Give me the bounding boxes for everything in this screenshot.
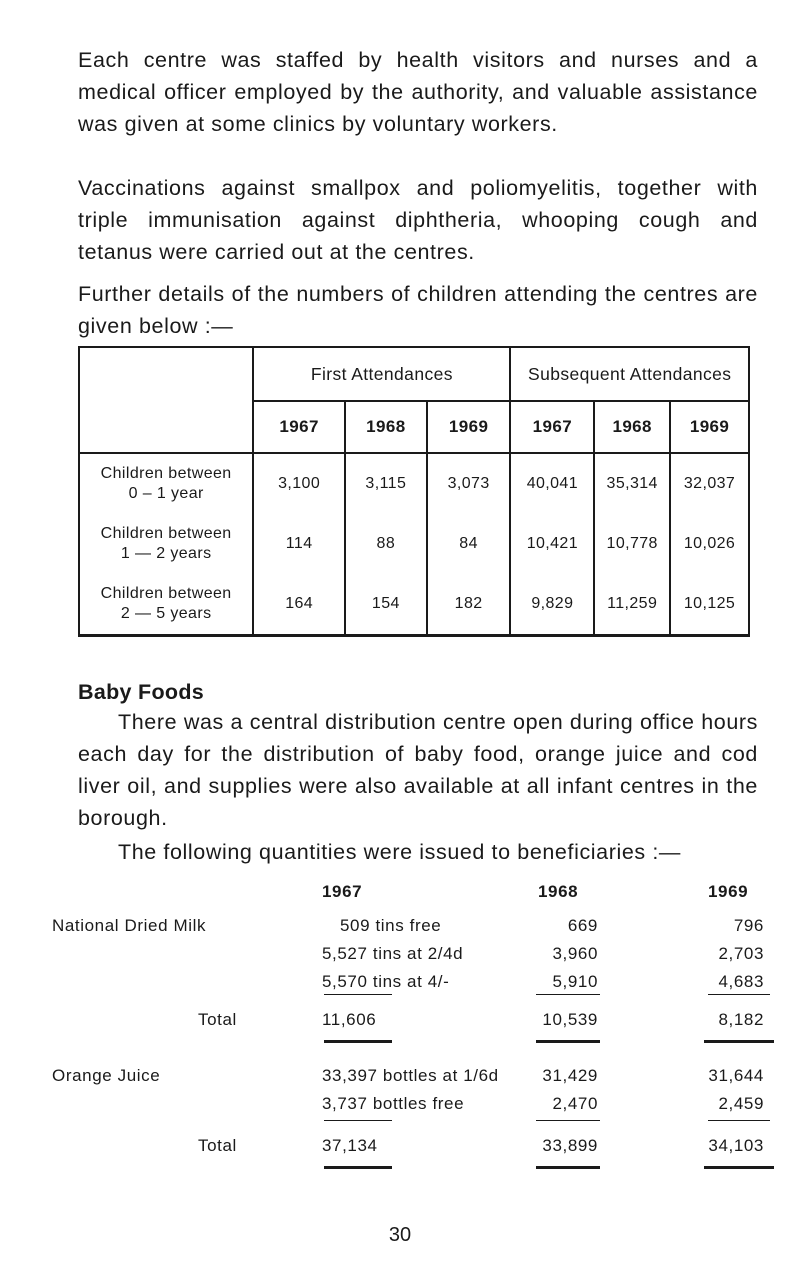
milk-line-1968: 3,960 [552,944,598,963]
section-heading-baby-foods: Baby Foods [78,680,205,704]
milk-line-1968: 669 [567,916,598,935]
row-label: Children between 1 — 2 years [79,514,253,574]
first-attendances-header: First Attendances [253,347,510,401]
table-cell: 32,037 [670,453,749,514]
table-cell: 11,259 [594,574,670,636]
juice-total-1967: 37,134 [322,1136,378,1155]
total-rule [536,1040,600,1043]
table-corner-cell [79,347,253,453]
juice-line-1968: 2,470 [552,1094,598,1113]
table-cell: 88 [345,514,427,574]
table-cell: 3,100 [253,453,345,514]
table-cell: 10,421 [510,514,594,574]
juice-line-desc: 33,397 bottles at 1/6d [322,1066,499,1085]
total-rule [324,1040,392,1043]
row-label: Children between 2 — 5 years [79,574,253,636]
juice-line-desc: 3,737 bottles free [322,1094,465,1113]
table-cell: 164 [253,574,345,636]
table-row [79,514,749,574]
subtotal-rule [324,994,392,995]
total-rule [704,1040,774,1043]
year-header: 1968 [345,401,427,453]
table-cell: 40,041 [510,453,594,514]
subtotal-rule [324,1120,392,1121]
milk-line-1969: 2,703 [718,944,764,963]
paragraph-vaccinations: Vaccinations against smallpox and poliomyelitis, together with triple immunisation against diphtheria, whooping cough and tetanus were carried out at the centres. [78,176,758,264]
table-cell: 9,829 [510,574,594,636]
juice-total-1968: 33,899 [542,1136,598,1155]
row-label: Children between 0 – 1 year [79,453,253,514]
juice-line-1969: 2,459 [718,1094,764,1113]
milk-label: National Dried Milk [52,916,207,935]
juice-total-1969: 34,103 [708,1136,764,1155]
year-header: 1968 [594,401,670,453]
table-cell: 35,314 [594,453,670,514]
juice-label: Orange Juice [52,1066,161,1085]
subsequent-attendances-header: Subsequent Attendances [510,347,749,401]
total-rule [536,1166,600,1169]
year-header-1967: 1967 [322,882,363,901]
year-header: 1967 [253,401,345,453]
subtotal-rule [536,1120,600,1121]
table-row [79,574,749,636]
table-row [79,453,749,514]
year-header: 1969 [427,401,511,453]
table-cell: 154 [345,574,427,636]
milk-line-desc: 509 tins free [340,916,442,935]
juice-total-label: Total [198,1136,237,1155]
total-rule [704,1166,774,1169]
table-group-header-row [79,347,749,401]
table-cell: 10,026 [670,514,749,574]
milk-line-1969: 4,683 [718,972,764,991]
juice-line-1968: 31,429 [542,1066,598,1085]
page-number: 30 [388,1224,412,1246]
table-cell: 84 [427,514,511,574]
milk-line-desc: 5,527 tins at 2/4d [322,944,464,963]
total-rule [324,1166,392,1169]
paragraph-further-details: Further details of the numbers of children attending the centres are given below :— [78,282,758,338]
table-cell: 10,125 [670,574,749,636]
milk-total-1968: 10,539 [542,1010,598,1029]
table-cell: 3,115 [345,453,427,514]
table-cell: 114 [253,514,345,574]
paragraph-quantities-intro: The following quantities were issued to beneficiaries :— [118,840,682,864]
subtotal-rule [708,994,770,995]
attendance-table [78,346,750,637]
milk-total-1967: 11,606 [322,1010,377,1029]
table-cell: 10,778 [594,514,670,574]
paragraph-staffing: Each centre was staffed by health visitors and nurses and a medical officer employed by the authority, and valuable assistance was given at some clinics by voluntary workers. [78,48,758,136]
milk-line-1968: 5,910 [552,972,598,991]
year-header-1969: 1969 [708,882,749,901]
subtotal-rule [708,1120,770,1121]
milk-total-1969: 8,182 [718,1010,764,1029]
table-cell: 3,073 [427,453,511,514]
paragraph-baby-foods: There was a central distribution centre open during office hours each day for the distribution of baby food, orange juice and cod liver oil, and supplies were also available at all infant centres in the borough. [78,710,758,830]
year-header: 1967 [510,401,594,453]
year-header-1968: 1968 [538,882,579,901]
milk-line-desc: 5,570 tins at 4/- [322,972,450,991]
subtotal-rule [536,994,600,995]
year-header: 1969 [670,401,749,453]
milk-line-1969: 796 [733,916,764,935]
table-cell: 182 [427,574,511,636]
milk-total-label: Total [198,1010,237,1029]
juice-line-1969: 31,644 [708,1066,764,1085]
